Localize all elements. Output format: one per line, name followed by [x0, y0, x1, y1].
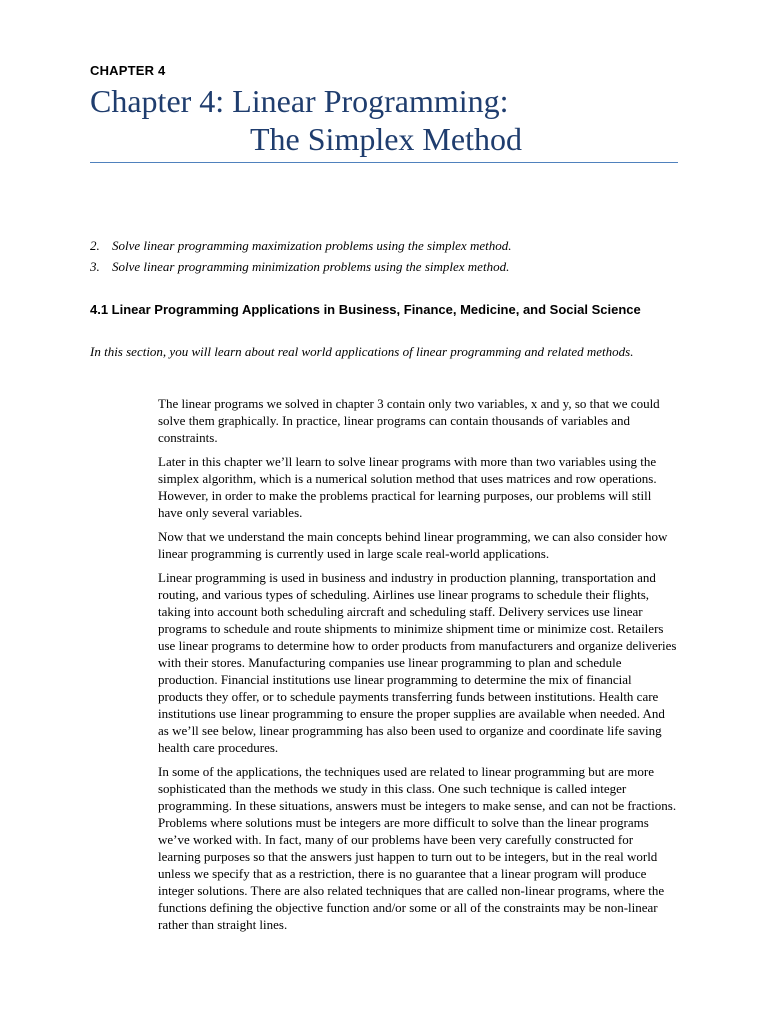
- paragraph: Later in this chapter we’ll learn to solve linear programs with more than two variables using the simplex algorithm, which is a numerical solution method that uses matrices and row operations. However, in order to make the problems practical for learning purposes, our problems will still have only several variables.: [158, 454, 657, 520]
- chapter-label: CHAPTER 4: [90, 63, 166, 78]
- paragraph: Linear programming is used in business and industry in production planning, transportation and routing, and various types of scheduling. Airlines use linear programs to schedule their flights, taking into account both scheduling aircraft and scheduling staff. Delivery services use linear programs to schedule and route shipments to minimize shipment time or minimize cost. Retailers use linear programs to determine how to order products from manufacturers and organize deliveries with their stores. Manufacturing companies use linear programming to plan and schedule production. Financial institutions use linear programming to determine the mix of financial products they offer, or to schedule payments transferring funds between institutions. Health care institutions use linear programming to ensure the proper supplies are available when needed. And as we’ll see below, linear programming has also been used to organize and coordinate life saving health care procedures.: [158, 570, 677, 755]
- body-text: [158, 395, 678, 940]
- paragraph: In some of the applications, the techniques used are related to linear programming but are more sophisticated than the methods we study in this class. One such technique is called integer programming. In these situations, answers must be integers to make sense, and can not be fractions. Problems where solutions must be integers are more difficult to solve than the linear programs we’ve worked with. In fact, many of our problems have been very carefully constructed for learning purposes so that the answers just happen to turn out to be integers, but in the real world unless we specify that as a restriction, there is no guarantee that a linear program will produce integer solutions. There are also related techniques that are called non-linear programs, where the functions defining the objective function and/or some or all of the constraints may be non-linear rather than straight lines.: [158, 764, 677, 932]
- chapter-title: [90, 82, 690, 158]
- title-divider: [90, 162, 678, 163]
- section-heading: 4.1 Linear Programming Applications in Business, Finance, Medicine, and Social Science: [90, 302, 641, 317]
- objective-number: 3.: [90, 259, 100, 274]
- section-intro: In this section, you will learn about real world applications of linear programming and related methods.: [90, 344, 634, 359]
- learning-objectives: [90, 235, 690, 277]
- objective-number: 2.: [90, 238, 100, 253]
- chapter-title-line2: The Simplex Method: [250, 121, 522, 157]
- paragraph: Now that we understand the main concepts behind linear programming, we can also consider how linear programming is currently used in large scale real-world applications.: [158, 529, 668, 561]
- paragraph: The linear programs we solved in chapter 3 contain only two variables, x and y, so that we could solve them graphically. In practice, linear programs can contain thousands of variables and constraints.: [158, 396, 660, 445]
- objective-item: [90, 256, 690, 277]
- objective-text: Solve linear programming maximization problems using the simplex method.: [112, 238, 512, 253]
- chapter-title-line1: Chapter 4: Linear Programming:: [90, 83, 509, 119]
- objective-item: [90, 235, 690, 256]
- objective-text: Solve linear programming minimization problems using the simplex method.: [112, 259, 510, 274]
